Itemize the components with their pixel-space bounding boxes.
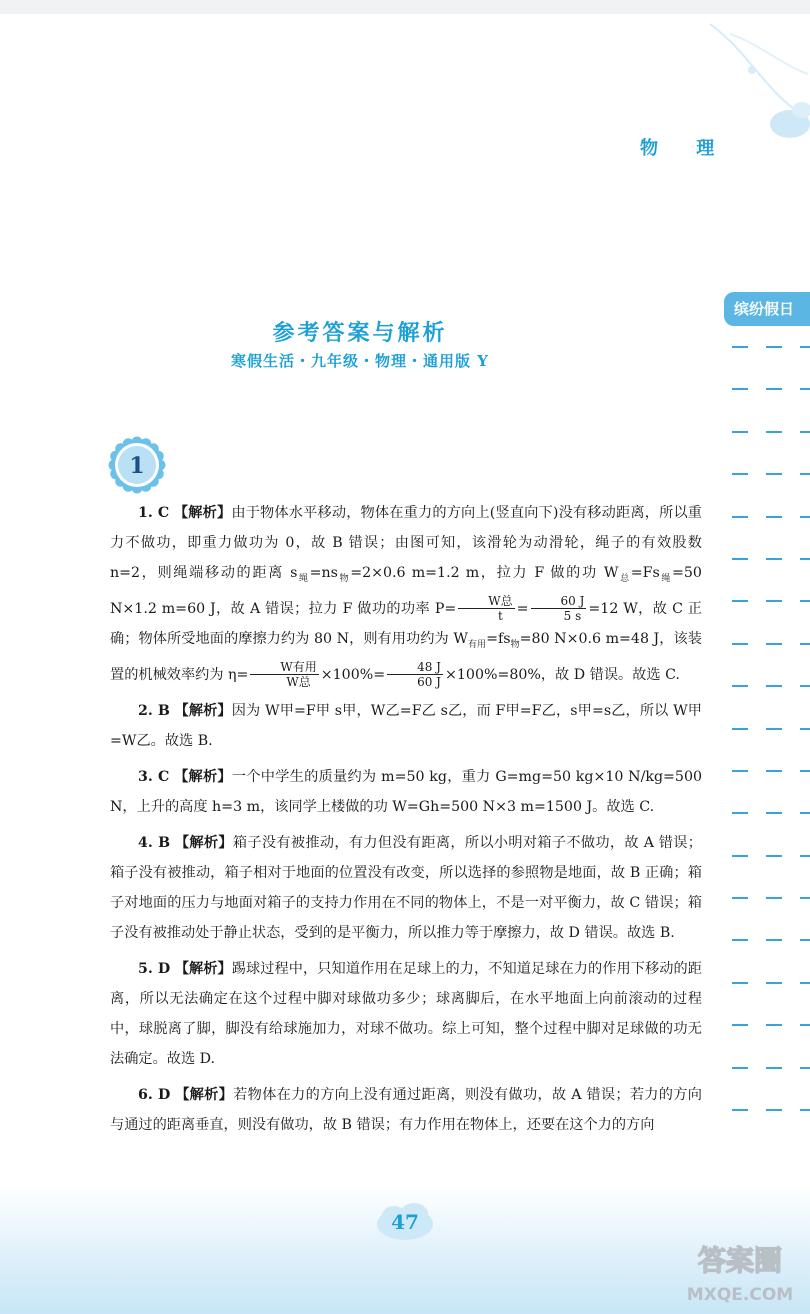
dash [800, 685, 810, 687]
side-note-lines [728, 346, 810, 1151]
dash [800, 473, 810, 475]
note-line [728, 770, 810, 812]
note-line [728, 897, 810, 939]
dash [732, 939, 748, 941]
dash [800, 855, 810, 857]
note-line [728, 346, 810, 388]
note-line [728, 1109, 810, 1151]
answer-number: 3. C [138, 768, 170, 785]
note-line [728, 982, 810, 1024]
watermark-url: MXQE.COM [686, 1285, 794, 1305]
answer-4 [110, 828, 702, 948]
dash [800, 1109, 810, 1111]
page-number: 47 [391, 1210, 419, 1234]
dash [800, 1067, 810, 1069]
note-line [728, 939, 810, 981]
dash [766, 685, 782, 687]
dash [800, 897, 810, 899]
dash [800, 346, 810, 348]
dash [800, 558, 810, 560]
dash [766, 473, 782, 475]
analysis-tag: 【解析】 [174, 960, 232, 977]
answer-6 [110, 1080, 702, 1140]
answer-text: 一个中学生的质量约为 m=50 kg，重力 G=mg=50 kg×10 N/kg=500 N，上升的高度 h=3 m，该同学上楼做的功 W=Gh=500 N×3 m=1500 J。故选 C. [110, 768, 703, 815]
dash [766, 982, 782, 984]
note-line [728, 855, 810, 897]
dash [732, 643, 748, 645]
dash [766, 431, 782, 433]
note-line [728, 473, 810, 515]
note-line [728, 600, 810, 642]
dash [800, 770, 810, 772]
answer-number: 4. B [138, 834, 171, 851]
dash [800, 982, 810, 984]
analysis-tag: 【解析】 [174, 768, 232, 785]
dash [800, 516, 810, 518]
dash [766, 558, 782, 560]
dash [732, 855, 748, 857]
answer-text: 箱子没有被推动，有力但没有距离，所以小明对箱子不做功，故 A 错误；箱子没有被推动，箱子相对于地面的位置没有改变，所以选择的参照物是地面，故 B 正确；箱子对地面的压力与地面对箱子的支持力作用在不同的物体上，不是一对平衡力，故 C 错误；箱子没有被推动处于静止状态，受到的是平衡力，所以推力等于摩擦力，故 D 错误。故选 B. [110, 834, 702, 941]
dash [766, 388, 782, 390]
dash [732, 558, 748, 560]
dash [766, 600, 782, 602]
badge-number: 1 [129, 453, 145, 479]
fraction: $\frac{\text{W总}}{t}$ [458, 594, 514, 623]
answer-number: 5. D [138, 960, 171, 977]
dash [766, 1024, 782, 1026]
answer-number: 1. C [138, 505, 170, 521]
dash [800, 643, 810, 645]
subject-label: 物 理 [640, 138, 731, 159]
note-line [728, 1067, 810, 1109]
top-band [0, 0, 810, 14]
dash [766, 728, 782, 730]
dash [732, 516, 748, 518]
dash [732, 1067, 748, 1069]
note-line [728, 1024, 810, 1066]
dash [766, 643, 782, 645]
note-line [728, 431, 810, 473]
note-line [728, 388, 810, 430]
note-line [728, 812, 810, 854]
analysis-tag: 【解析】 [174, 702, 232, 719]
dash [800, 600, 810, 602]
side-tab [724, 292, 810, 326]
watermark-logo [676, 1236, 806, 1308]
answer-text: 因为 W甲=F甲 s甲，W乙=F乙 s乙，而 F甲=F乙，s甲=s乙，所以 W甲=W乙。故选 B. [110, 702, 702, 749]
analysis-tag: 【解析】 [174, 834, 233, 851]
dash [732, 431, 748, 433]
dash [800, 388, 810, 390]
answer-5 [110, 954, 702, 1074]
answer-number: 6. D [138, 1086, 171, 1103]
dash [766, 855, 782, 857]
dash [766, 1067, 782, 1069]
dash [732, 770, 748, 772]
dash [766, 812, 782, 814]
answer-text: 踢球过程中，只知道作用在足球上的力，不知道足球在力的作用下移动的距离，所以无法确定在这个过程中脚对球做功多少；球离脚后，在水平地面上向前滚动的过程中，球脱离了脚，脚没有给球施加力，对球不做功。综上可知，整个过程中脚对足球做的功无法确定。故选 D. [110, 960, 702, 1067]
answer-text: 若物体在力的方向上没有通过距离，则没有做功，故 A 错误；若力的方向与通过的距离垂直，则没有做功，故 B 错误；有力作用在物体上，还要在这个力的方向 [110, 1086, 702, 1133]
dash [800, 939, 810, 941]
answer-3 [110, 762, 702, 822]
note-line [728, 558, 810, 600]
dash [732, 388, 748, 390]
dash [732, 473, 748, 475]
page-number-cloud [374, 1200, 436, 1244]
analysis-tag: 【解析】 [175, 1086, 234, 1103]
dash [766, 516, 782, 518]
dash [800, 1024, 810, 1026]
analysis-tag: 【解析】 [173, 505, 232, 521]
dash [766, 939, 782, 941]
dash [732, 812, 748, 814]
answer-content [110, 498, 702, 1146]
dash [732, 685, 748, 687]
dash [800, 812, 810, 814]
note-line [728, 643, 810, 685]
dash [766, 897, 782, 899]
page-title: 参考答案与解析 [272, 320, 448, 346]
note-line [728, 728, 810, 770]
note-line [728, 516, 810, 558]
dash [766, 346, 782, 348]
dash [732, 1024, 748, 1026]
dash [800, 431, 810, 433]
dash [732, 1109, 748, 1111]
dash [800, 728, 810, 730]
page-subtitle: 寒假生活・九年级・物理・通用版 Y [231, 352, 489, 370]
watermark-text: 答案圈 [697, 1244, 783, 1277]
answer-1: 1. C 【解析】由于物体水平移动，物体在重力的方向上(竖直向下)没有移动距离，所以重力不做功，即重力做功为 0，故 B 错误；由图可知，该滑轮为动滑轮，绳子的有效股数 n=2，则绳端移动的距离 $s_绳=ns_物=2\times 0.6$ m=1.2 m，拉力 F 做的功 $W_总=Fs_绳=50$ N×1.2 m=60 J，故 A 错误；拉力 F 做功的功率 P= $\frac{\text{W总}}{t}$ = $\frac{60 J}{5 s}$ =12 W，故 C 正确；物体所受地面的摩擦力约为 80 N，则有用功约为 $W_{有用}=fs_物=80$ N×0.6 m=48 J，该装置的机械效率约为 η= $\frac{\text{W有用}}{\text{W总}}$ ×100%= $\frac{48 J}{60 J}$ ×100%=80%，故 D 错误。故选 C. [110, 505, 702, 690]
note-line [728, 685, 810, 727]
answer-number: 2. B [138, 702, 170, 719]
dash [732, 728, 748, 730]
dash [766, 1109, 782, 1111]
answer-2 [110, 696, 702, 756]
dash [732, 982, 748, 984]
dash [766, 770, 782, 772]
section-number-badge [108, 436, 166, 494]
dash [732, 600, 748, 602]
dash [732, 897, 748, 899]
fraction: $\frac{48 J}{60 J}$ [387, 660, 443, 689]
fraction: $\frac{60 J}{5 s}$ [531, 594, 587, 623]
dash [732, 346, 748, 348]
side-tab-label: 缤纷假日 [734, 300, 795, 318]
fraction: $\frac{\text{W有用}}{\text{W总}}$ [250, 660, 318, 689]
